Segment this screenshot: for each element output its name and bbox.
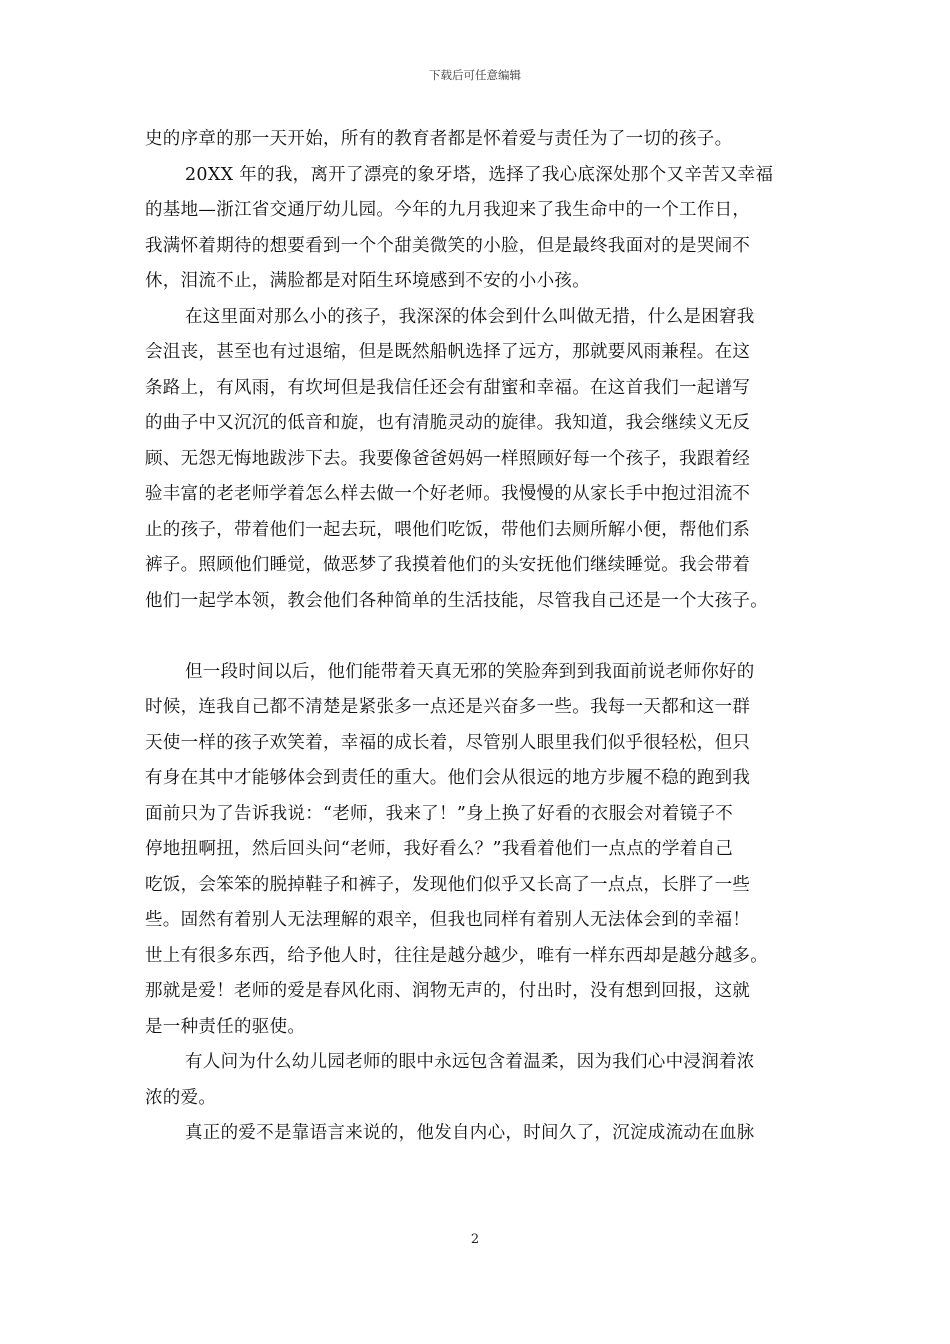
text-line: 条路上，有风雨，有坎坷但是我信任还会有甜蜜和幸福。在这首我们一起谱写 bbox=[145, 377, 751, 398]
page-header: 下载后可任意编辑 bbox=[429, 68, 521, 82]
text-line: 史的序章的那一天开始，所有的教育者都是怀着爱与责任为了一切的孩子。 bbox=[145, 129, 733, 149]
text-line: 浓的爱。 bbox=[145, 1087, 217, 1108]
text-line: 我满怀着期待的想要看到一个个甜美微笑的小脸，但是最终我面对的是哭闹不 bbox=[145, 235, 751, 256]
paragraph-start-line: 20XX 年的我，离开了漂亮的象牙塔，选择了我心底深处那个又辛苦又幸福 bbox=[185, 164, 774, 185]
page-number: 2 bbox=[470, 1232, 480, 1247]
text-line: 吃饭，会笨笨的脱掉鞋子和裤子，发现他们似乎又长高了一点点，长胖了一些 bbox=[145, 874, 751, 895]
text-line: 验丰富的老老师学着怎么样去做一个好老师。我慢慢的从家长手中抱过泪流不 bbox=[145, 484, 751, 504]
text-line: 面前只为了告诉我说：“老师，我来了！”身上换了好看的衣服会对着镜子不 bbox=[145, 803, 734, 824]
text-line: 停地扭啊扭，然后回头问“老师，我好看么？”我看着他们一点点的学着自己 bbox=[145, 839, 734, 859]
text-line: 裤子。照顾他们睡觉，做恶梦了我摸着他们的头安抚他们继续睡觉。我会带着 bbox=[145, 555, 751, 575]
text-line: 天使一样的孩子欢笑着，幸福的成长着，尽管别人眼里我们似乎很轻松，但只 bbox=[145, 732, 751, 753]
text-line: 他们一起学本领，教会他们各种简单的生活技能，尽管我自己还是一个大孩子。 bbox=[145, 590, 768, 611]
text-line: 些。固然有着别人无法理解的艰辛，但我也同样有着别人无法体会到的幸福！ bbox=[145, 910, 751, 930]
blank-line bbox=[145, 619, 809, 655]
paragraph-start-line: 真正的爱不是靠语言来说的，他发自内心，时间久了，沉淀成流动在血脉 bbox=[185, 1123, 755, 1143]
text-line: 的基地—浙江省交通厅幼儿园。今年的九月我迎来了我生命中的一个工作日， bbox=[145, 200, 751, 220]
text-line: 止的孩子，带着他们一起去玩，喂他们吃饭，带他们去厕所解小便，帮他们系 bbox=[145, 519, 751, 540]
text-line: 时候，连我自己都不清楚是紧张多一点还是兴奋多一些。我每一天都和这一群 bbox=[145, 697, 751, 717]
text-line: 有身在其中才能够体会到责任的重大。他们会从很远的地方步履不稳的跑到我 bbox=[145, 768, 751, 788]
body-text bbox=[145, 122, 809, 1152]
paragraph-start-line: 但一段时间以后，他们能带着天真无邪的笑脸奔到到我面前说老师你好的 bbox=[185, 661, 755, 682]
text-line: 会沮丧，甚至也有过退缩，但是既然船帆选择了远方，那就要风雨兼程。在这 bbox=[145, 342, 751, 362]
text-line: 休，泪流不止，满脸都是对陌生环境感到不安的小小孩。 bbox=[145, 271, 590, 291]
text-line: 是一种责任的驱使。 bbox=[145, 1016, 306, 1037]
text-line: 那就是爱！老师的爱是春风化雨、润物无声的，付出时，没有想到回报，这就 bbox=[145, 981, 751, 1001]
text-line: 顾、无怨无悔地跋涉下去。我要像爸爸妈妈一样照顾好每一个孩子，我跟着经 bbox=[145, 448, 751, 469]
paragraph-start-line: 有人问为什么幼儿园老师的眼中永远包含着温柔，因为我们心中浸润着浓 bbox=[185, 1052, 755, 1072]
text-line: 的曲子中又沉沉的低音和旋，也有清脆灵动的旋律。我知道，我会继续义无反 bbox=[145, 413, 751, 433]
paragraph-start-line: 在这里面对那么小的孩子，我深深的体会到什么叫做无措，什么是困窘我 bbox=[185, 306, 755, 327]
text-line: 世上有很多东西，给予他人时，往往是越分越少，唯有一样东西却是越分越多。 bbox=[145, 945, 768, 966]
